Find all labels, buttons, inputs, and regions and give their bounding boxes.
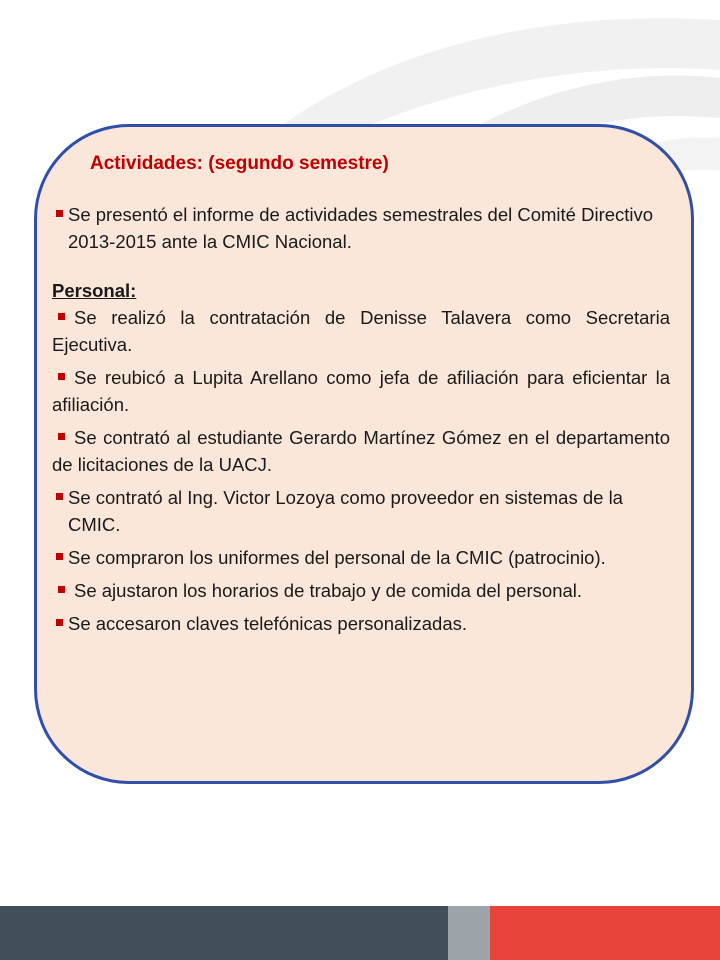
square-bullet-icon [58, 373, 65, 380]
activities-list [52, 201, 670, 255]
square-bullet-icon [58, 313, 65, 320]
list-item [52, 577, 670, 604]
list-item [52, 424, 670, 478]
list-item-text: Se contrató al estudiante Gerardo Martínez Gómez en el departamento de licitaciones de la UACJ. [52, 427, 670, 475]
slide-heading: Actividades: (segundo semestre) [90, 153, 389, 174]
list-item-text: Se reubicó a Lupita Arellano como jefa de afiliación para eficientar la afiliación. [52, 367, 670, 415]
list-item-text: Se presentó el informe de actividades semestrales del Comité Directivo 2013-2015 ante la CMIC Nacional. [68, 204, 654, 252]
list-item-text: Se realizó la contratación de Denisse Talavera como Secretaria Ejecutiva. [52, 307, 670, 355]
square-bullet-icon [58, 586, 65, 593]
footer-segment-dark [0, 906, 448, 960]
personal-list [52, 304, 670, 637]
footer-bar [0, 906, 720, 960]
footer-segment-red [490, 906, 720, 960]
square-bullet-icon [56, 553, 63, 560]
list-item [52, 201, 670, 255]
square-bullet-icon [56, 493, 63, 500]
square-bullet-icon [58, 433, 65, 440]
list-item [52, 484, 670, 538]
slide-content [52, 150, 670, 643]
list-item-text: Se compraron los uniformes del personal de la CMIC (patrocinio). [68, 547, 606, 568]
list-item-text: Se contrató al Ing. Victor Lozoya como proveedor en sistemas de la CMIC. [68, 487, 623, 535]
list-item [52, 610, 670, 637]
square-bullet-icon [56, 210, 63, 217]
list-item [52, 304, 670, 358]
list-item [52, 364, 670, 418]
square-bullet-icon [56, 619, 63, 626]
footer-segment-grey [448, 906, 490, 960]
list-item-text: Se ajustaron los horarios de trabajo y de comida del personal. [74, 580, 583, 601]
list-item [52, 544, 670, 571]
list-item-text: Se accesaron claves telefónicas personalizadas. [68, 613, 468, 634]
section-title-personal: Personal: [52, 280, 137, 301]
